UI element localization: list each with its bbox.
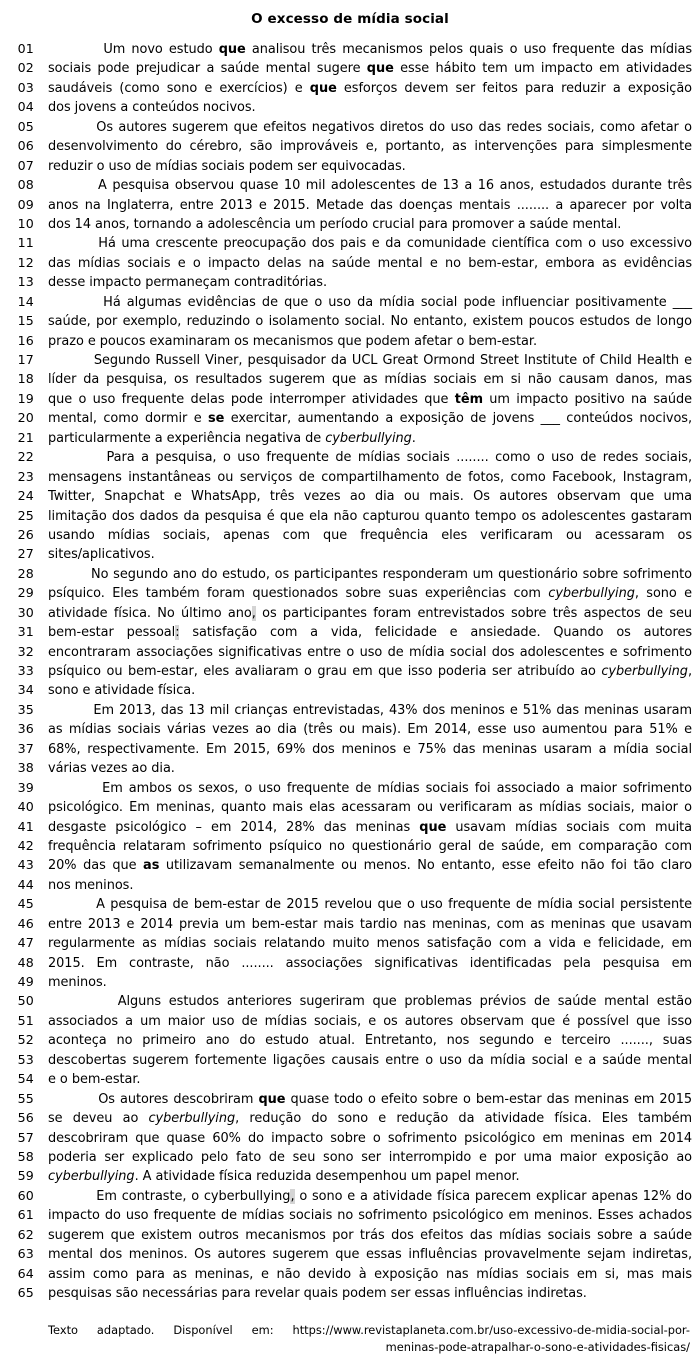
line-number: 28 <box>17 565 34 581</box>
line-number: 33 <box>17 663 34 678</box>
line-text: prazo e poucos examinaram os mecanismos que podem afetar o bem-estar. <box>48 333 537 349</box>
text-line <box>0 544 696 563</box>
text-line <box>0 583 696 602</box>
line-number: 31 <box>17 624 34 640</box>
line-text: sugerem que existem outros mecanismos por trás dos efeitos das mídias sociais sobre a saúde <box>48 1227 692 1243</box>
line-text: líder da pesquisa, os resultados sugerem que as mídias sociais em si não causam danos, mas <box>48 372 692 388</box>
line-number: 08 <box>17 177 34 193</box>
line-number: 32 <box>17 643 34 659</box>
line-text: Segundo Russell Viner, pesquisador da UCL Great Ormond Street Institute of Child Health e <box>48 353 692 368</box>
line-text: encontraram associações significativas entre o uso de mídia social dos adolescentes e sofrimento <box>48 644 692 660</box>
text-line <box>0 39 696 58</box>
text-line <box>0 1147 696 1166</box>
line-text: aconteça no primeiro ano do estudo atual. Entretanto, nos segundo e terceiro ......., suas <box>48 1033 692 1049</box>
text-line <box>0 1030 696 1049</box>
text-line <box>0 1069 696 1088</box>
text-line <box>0 894 696 913</box>
line-text: frequência relataram sofrimento psíquico no questionário geral de saúde, em comparação com <box>48 838 692 854</box>
line-number: 50 <box>17 993 34 1009</box>
line-number: 10 <box>17 215 34 231</box>
line-text: impacto do uso frequente de mídias sociais no sofrimento psicológico em meninos. Esses achados <box>48 1208 692 1224</box>
line-text: Há algumas evidências de que o uso da mídia social pode influenciar positivamente ___ <box>48 294 692 310</box>
text-line <box>0 914 696 933</box>
text-line <box>0 778 696 797</box>
line-text: Há uma crescente preocupação dos pais e da comunidade científica com o uso excessivo <box>48 236 692 252</box>
text-line <box>0 661 696 680</box>
line-number: 20 <box>17 410 34 426</box>
line-text: psíquico. Eles também foram questionados sobre suas experiências com cyberbullying, sono e <box>48 586 692 602</box>
text-line <box>0 292 696 311</box>
line-number: 06 <box>17 138 34 154</box>
line-number: 39 <box>17 779 34 795</box>
line-number: 51 <box>17 1012 34 1028</box>
line-number: 02 <box>17 60 34 76</box>
line-number: 12 <box>17 254 34 270</box>
line-number: 47 <box>17 935 34 951</box>
text-line <box>0 817 696 836</box>
text-line <box>0 117 696 136</box>
line-number: 09 <box>17 196 34 212</box>
page-title: O excesso de mídia social <box>251 11 449 27</box>
line-text: sono e atividade física. <box>48 683 196 699</box>
line-text: mental, como dormir e se exercitar, aumentando a exposição de jovens ___ conteúdos nocivos, <box>48 411 692 427</box>
line-number: 65 <box>17 1285 34 1300</box>
line-text: Para a pesquisa, o uso frequente de mídias sociais ........ como o uso de redes sociais, <box>48 450 692 466</box>
text-line <box>0 389 696 408</box>
line-number: 36 <box>17 721 34 737</box>
line-text: anos na Inglaterra, entre 2013 e 2015. Metade das doenças mentais ........ a aparecer por volta <box>48 197 692 213</box>
text-line <box>0 447 696 466</box>
text-line <box>0 603 696 622</box>
line-number: 37 <box>17 740 34 756</box>
line-number: 41 <box>17 818 34 834</box>
text-line <box>0 797 696 816</box>
line-text: descobriram que quase 60% do impacto sobre o sofrimento psicológico em meninas em 2014 <box>48 1130 692 1146</box>
text-line <box>0 272 696 291</box>
text-line <box>0 1186 696 1205</box>
line-number: 45 <box>17 896 34 912</box>
line-text: e o bem-estar. <box>48 1072 141 1088</box>
line-text: desse impacto permaneçam contraditórias. <box>48 275 328 291</box>
line-number: 18 <box>17 371 34 387</box>
text-line <box>0 622 696 641</box>
text-line <box>0 642 696 661</box>
line-number: 35 <box>17 701 34 717</box>
text-line <box>0 506 696 525</box>
text-line <box>0 97 696 116</box>
line-number: 11 <box>17 235 34 251</box>
text-line <box>0 58 696 77</box>
line-text: se deveu ao cyberbullying, redução do sono e redução da atividade física. Eles também <box>48 1111 693 1127</box>
line-number: 53 <box>17 1051 34 1067</box>
line-text: que o uso frequente delas pode interromper atividades que têm um impacto positivo na saúde <box>48 391 693 407</box>
text-line <box>0 1225 696 1244</box>
text-line <box>0 214 696 233</box>
line-number: 34 <box>17 682 34 698</box>
line-text: várias vezes ao dia. <box>48 761 175 777</box>
line-number: 63 <box>17 1246 34 1262</box>
line-text: saudáveis (como sono e exercícios) e que esforços devem ser feitos para reduzir a exposição <box>48 80 693 96</box>
line-text: desenvolvimento do cérebro, são improváveis e, portanto, as intervenções para simplesmente <box>48 139 692 155</box>
line-number: 05 <box>17 118 34 134</box>
text-line <box>0 311 696 330</box>
line-text: as mídias sociais várias vezes ao dia (três ou mais). Em 2014, esse uso aumentou para 51% e <box>48 722 692 738</box>
line-number: 44 <box>17 876 34 892</box>
source-line-1: Texto adaptado. Disponível em: https://www.revistaplaneta.com.br/uso-excessivo-de-midia-social-por- <box>48 1323 690 1338</box>
line-number: 26 <box>17 526 34 542</box>
line-number: 14 <box>17 293 34 309</box>
line-number: 55 <box>17 1090 34 1106</box>
line-text: Os autores sugerem que efeitos negativos diretos do uso das redes sociais, como afetar o <box>48 119 692 135</box>
line-text: bem-estar pessoal: satisfação com a vida, felicidade e ansiedade. Quando os autores <box>48 625 692 641</box>
line-number: 46 <box>17 915 34 931</box>
line-text: dos jovens a conteúdos nocivos. <box>48 100 256 116</box>
line-number: 07 <box>17 157 34 173</box>
text-line <box>0 700 696 719</box>
text-line <box>0 972 696 991</box>
text-line <box>0 1089 696 1108</box>
line-text: Twitter, Snapchat e WhatsApp, três vezes ao dia ou mais. Os autores observam que uma <box>48 489 692 505</box>
text-line <box>0 467 696 486</box>
line-number: 42 <box>17 837 34 853</box>
source-line-2: meninas-pode-atrapalhar-o-sono-e-atividades-fisicas/ <box>385 1340 690 1355</box>
line-number: 38 <box>17 760 34 776</box>
line-text: psíquico ou bem-estar, eles avaliaram o grau em que isso poderia ser atribuído ao cyberbullying, <box>48 664 692 679</box>
text-line <box>0 739 696 758</box>
line-text: Em ambos os sexos, o uso frequente de mídias sociais foi associado a maior sofrimento <box>48 780 692 796</box>
line-text: mental dos meninos. Os autores sugerem que essas influências provavelmente sejam indiretas, <box>48 1247 692 1263</box>
line-text: A pesquisa observou quase 10 mil adolescentes de 13 a 16 anos, estudados durante três <box>48 178 692 194</box>
text-line <box>0 991 696 1010</box>
line-text: Um novo estudo que analisou três mecanismos pelos quais o uso frequente das mídias <box>48 42 692 57</box>
line-number: 43 <box>17 857 34 873</box>
text-line <box>0 1264 696 1283</box>
line-text: sociais pode prejudicar a saúde mental sugere que esse hábito tem um impacto em atividades <box>48 61 692 77</box>
line-number: 17 <box>17 352 34 367</box>
line-text: Os autores descobriram que quase todo o efeito sobre o bem-estar das meninas em 2015 <box>48 1091 692 1107</box>
line-text: desgaste psicológico – em 2014, 28% das meninas que usavam mídias sociais com muita <box>48 819 692 835</box>
text-line <box>0 253 696 272</box>
line-text: mensagens instantâneas ou serviços de compartilhamento de fotos, como Facebook, Instagram, <box>48 469 692 485</box>
text-line <box>0 1205 696 1224</box>
line-number: 52 <box>17 1032 34 1048</box>
line-number: 62 <box>17 1226 34 1242</box>
line-text: cyberbullying. A atividade física reduzida desempenhou um papel menor. <box>48 1169 520 1185</box>
line-number: 60 <box>17 1187 34 1203</box>
line-number: 24 <box>17 488 34 504</box>
text-line <box>0 369 696 388</box>
line-number: 03 <box>17 79 34 95</box>
text-line <box>0 1050 696 1069</box>
line-number: 16 <box>17 332 34 348</box>
line-text: assim como para as meninas, e não devido à exposição nas mídias sociais em si, mas mais <box>48 1266 692 1282</box>
line-number: 58 <box>17 1148 34 1164</box>
line-text: reduzir o uso de mídias sociais podem ser equivocadas. <box>48 158 406 174</box>
line-text: pesquisas são necessárias para revelar quais podem ser essas influências indiretas. <box>48 1286 587 1301</box>
line-number: 25 <box>17 507 34 523</box>
text-line <box>0 78 696 97</box>
line-text: das mídias sociais e o impacto delas na saúde mental e no bem-estar, embora as evidências <box>48 255 692 271</box>
line-number: 01 <box>17 41 34 56</box>
line-number: 04 <box>17 99 34 115</box>
line-number: 27 <box>17 546 34 562</box>
line-number: 49 <box>17 974 34 989</box>
line-text: dos 14 anos, tornando a adolescência um período crucial para promover a saúde mental. <box>48 216 622 232</box>
text-line <box>0 836 696 855</box>
text-line <box>0 233 696 252</box>
text-line <box>0 175 696 194</box>
line-number: 13 <box>17 274 34 290</box>
line-text: A pesquisa de bem-estar de 2015 revelou que o uso frequente de mídia social persistente <box>48 897 692 913</box>
text-line <box>0 933 696 952</box>
numbered-lines-container <box>0 39 696 1302</box>
text-line <box>0 758 696 777</box>
line-number: 29 <box>17 585 34 601</box>
line-text: usando mídias sociais, apenas com que frequência eles verificaram ou acessaram os <box>48 527 692 543</box>
line-text: No segundo ano do estudo, os participantes responderam um questionário sobre sofrimento <box>48 566 692 582</box>
line-text: nos meninos. <box>48 877 134 893</box>
line-number: 30 <box>17 604 34 620</box>
line-number: 54 <box>17 1071 34 1087</box>
line-number: 48 <box>17 954 34 970</box>
text-line <box>0 719 696 738</box>
line-text: descobertas sugerem fortemente ligações causais entre o uso da mídia social e a saúde mental <box>48 1052 692 1068</box>
text-line <box>0 875 696 894</box>
line-text: atividade física. No último ano, os participantes foram entrevistados sobre três aspectos de seu <box>48 605 692 621</box>
line-text: associados a um maior uso de mídias sociais, e os autores observam que é possível que isso <box>48 1013 692 1029</box>
text-line <box>0 156 696 175</box>
text-line <box>0 564 696 583</box>
line-number: 64 <box>17 1265 34 1281</box>
text-line <box>0 486 696 505</box>
line-number: 21 <box>17 429 34 445</box>
text-line <box>0 1166 696 1185</box>
line-number: 23 <box>17 468 34 484</box>
source-citation <box>0 1322 700 1356</box>
text-line <box>0 195 696 214</box>
text-line <box>0 428 696 447</box>
line-number: 40 <box>17 799 34 815</box>
line-number: 57 <box>17 1129 34 1145</box>
line-text: entre 2013 e 2014 previa um bem-estar mais tardio nas meninas, com as meninas que usavam <box>48 916 692 932</box>
line-text: sites/aplicativos. <box>48 547 155 563</box>
line-text: psicológico. Em meninas, quanto mais elas acessaram ou verificaram as mídias sociais, maior o <box>48 800 692 816</box>
line-text: regularmente as mídias sociais relatando muito menos satisfação com a vida e felicidade, em <box>48 936 692 952</box>
passage-body <box>0 39 700 1302</box>
text-line <box>0 953 696 972</box>
text-line <box>0 408 696 427</box>
text-line <box>0 350 696 369</box>
line-number: 59 <box>17 1168 34 1184</box>
line-number: 22 <box>17 449 34 465</box>
line-number: 61 <box>17 1207 34 1223</box>
text-line <box>0 525 696 544</box>
line-text: Em contraste, o cyberbullying, o sono e a atividade física parecem explicar apenas 12% do <box>48 1188 692 1204</box>
text-line <box>0 331 696 350</box>
line-text: Alguns estudos anteriores sugeriram que problemas prévios de saúde mental estão <box>48 994 692 1010</box>
line-text: poderia ser explicado pelo fato de seu sono ser interrompido e por uma maior exposição ao <box>48 1149 692 1165</box>
text-line <box>0 680 696 699</box>
text-line <box>0 1283 696 1302</box>
line-text: Em 2013, das 13 mil crianças entrevistadas, 43% dos meninos e 51% das meninas usaram <box>48 702 692 718</box>
line-text: particularmente a experiência negativa de cyberbullying. <box>48 430 416 446</box>
line-text: meninos. <box>48 975 107 990</box>
line-text: 20% das que as utilizavam semanalmente ou menos. No entanto, esse efeito não foi tão claro <box>48 858 692 874</box>
text-line <box>0 855 696 874</box>
line-text: limitação dos dados da pesquisa é que ela não capturou quanto tempo os adolescentes gastaram <box>48 508 692 524</box>
text-line <box>0 1011 696 1030</box>
text-line <box>0 1128 696 1147</box>
text-line <box>0 136 696 155</box>
line-number: 15 <box>17 313 34 329</box>
text-line <box>0 1108 696 1127</box>
line-text: saúde, por exemplo, reduzindo o isolamento social. No entanto, existem poucos estudos de longo <box>48 314 692 330</box>
text-line <box>0 1244 696 1263</box>
line-text: 2015. Em contraste, não ........ associações significativas identificadas pela pesquisa em <box>48 955 692 971</box>
line-number: 56 <box>17 1110 34 1126</box>
line-text: 68%, respectivamente. Em 2015, 69% dos meninos e 75% das meninas usaram a mídia social <box>48 741 692 757</box>
line-number: 19 <box>17 390 34 406</box>
